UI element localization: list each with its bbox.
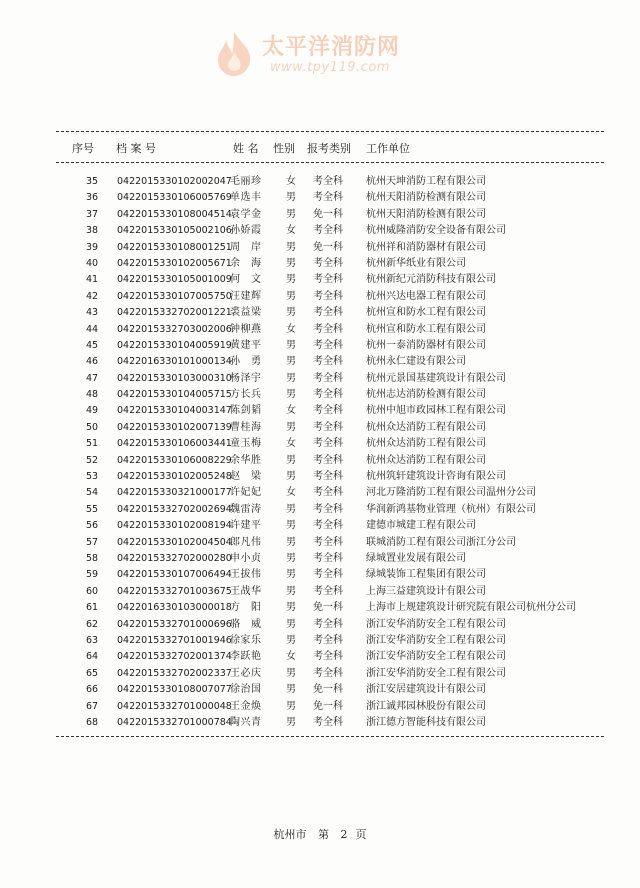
cell-row-number: 61 [85, 602, 99, 614]
cell-exam-type: 考全科 [313, 552, 343, 564]
table-row [0, 405, 640, 421]
table-row [0, 684, 640, 700]
cell-sex: 男 [286, 290, 296, 302]
cell-work-unit: 杭州兴达电器工程有限公司 [366, 290, 486, 302]
footer-city: 杭州市 [273, 828, 307, 841]
cell-exam-type: 考全科 [313, 585, 343, 597]
header-no: 序号 [72, 142, 94, 155]
cell-exam-type: 考全科 [313, 438, 343, 450]
cell-exam-type: 考全科 [313, 503, 343, 515]
cell-person-name: 王必庆 [230, 667, 262, 679]
table-row [0, 192, 640, 208]
cell-sex: 女 [286, 438, 296, 450]
cell-row-number: 56 [85, 520, 99, 532]
cell-person-name: 郎凡伟 [230, 536, 262, 548]
cell-sex: 女 [286, 323, 296, 335]
cell-file-number: 0422015332701000784 [117, 716, 232, 728]
cell-person-name: 黄建平 [230, 339, 262, 351]
cell-person-name: 裘益梁 [230, 307, 262, 319]
cell-file-number: 0422015330102005248 [117, 471, 232, 483]
cell-file-number: 0422015330105001009 [117, 274, 232, 286]
table-row [0, 455, 640, 471]
table-header [0, 140, 640, 156]
cell-work-unit: 杭州新纪元消防科技有限公司 [366, 274, 496, 286]
cell-row-number: 64 [85, 651, 99, 663]
cell-sex: 男 [286, 520, 296, 532]
cell-exam-type: 考全科 [313, 192, 343, 204]
cell-exam-type: 免一科 [313, 241, 343, 253]
cell-work-unit: 建德市城建工程有限公司 [366, 520, 476, 532]
cell-file-number: 0422015330102008194 [117, 520, 232, 532]
cell-sex: 男 [286, 454, 296, 466]
cell-sex: 男 [286, 356, 296, 368]
cell-row-number: 57 [85, 536, 99, 548]
cell-file-number: 0422015330108004514 [117, 208, 232, 220]
header-work-unit: 工作单位 [366, 142, 410, 155]
cell-exam-type: 考全科 [313, 257, 343, 269]
cell-sex: 男 [286, 602, 296, 614]
cell-person-name: 李跃艳 [230, 651, 262, 663]
cell-file-number: 0422015332702002694 [117, 503, 232, 515]
cell-sex: 男 [286, 372, 296, 384]
cell-row-number: 55 [85, 503, 99, 515]
table-row [0, 520, 640, 536]
header-divider [56, 162, 604, 163]
cell-file-number: 0422015330102007139 [117, 421, 232, 433]
table-row [0, 324, 640, 340]
footer-page-prefix: 第 [318, 828, 329, 841]
table-row [0, 422, 640, 438]
table-row [0, 586, 640, 602]
cell-file-number: 0422015332701000048 [117, 700, 232, 712]
table-row [0, 487, 640, 503]
cell-row-number: 65 [85, 667, 99, 679]
cell-file-number: 0422015330108001251 [117, 241, 232, 253]
cell-person-name: 余 海 [230, 257, 262, 269]
cell-file-number: 0422015330104003147 [117, 405, 232, 417]
table-row [0, 356, 640, 372]
cell-work-unit: 杭州众达消防工程有限公司 [366, 421, 486, 433]
table-row [0, 537, 640, 553]
cell-row-number: 49 [85, 405, 99, 417]
cell-work-unit: 河北万隆消防工程有限公司温州分公司 [366, 487, 536, 499]
cell-row-number: 41 [85, 274, 99, 286]
cell-work-unit: 联城消防工程有限公司浙江分公司 [366, 536, 516, 548]
cell-work-unit: 浙江安华消防安全工程有限公司 [366, 651, 506, 663]
cell-work-unit: 浙江安华消防安全工程有限公司 [366, 634, 506, 646]
cell-person-name: 徐家乐 [230, 634, 262, 646]
table-row [0, 504, 640, 520]
cell-work-unit: 绿城置业发展有限公司 [366, 552, 466, 564]
cell-row-number: 39 [85, 241, 99, 253]
cell-person-name: 许妃妃 [230, 487, 262, 499]
cell-exam-type: 考全科 [313, 339, 343, 351]
cell-exam-type: 免一科 [313, 602, 343, 614]
table-row [0, 569, 640, 585]
cell-exam-type: 考全科 [313, 520, 343, 532]
cell-work-unit: 杭州筑轩建筑设计咨询有限公司 [366, 471, 506, 483]
cell-exam-type: 考全科 [313, 487, 343, 499]
cell-sex: 男 [286, 274, 296, 286]
cell-sex: 男 [286, 503, 296, 515]
header-file-number: 档 案 号 [116, 142, 156, 155]
cell-work-unit: 杭州众达消防工程有限公司 [366, 454, 486, 466]
cell-sex: 男 [286, 700, 296, 712]
cell-person-name: 何 文 [230, 274, 262, 286]
cell-row-number: 37 [85, 208, 99, 220]
cell-sex: 男 [286, 241, 296, 253]
cell-exam-type: 考全科 [313, 290, 343, 302]
cell-row-number: 45 [85, 339, 99, 351]
page-footer [0, 826, 640, 842]
cell-exam-type: 考全科 [313, 389, 343, 401]
cell-row-number: 58 [85, 552, 99, 564]
footer-page-suffix: 页 [355, 828, 367, 841]
cell-sex: 男 [286, 585, 296, 597]
footer-page-number: 2 [340, 828, 348, 841]
cell-person-name: 徐治国 [230, 684, 262, 696]
cell-person-name: 骆 威 [230, 618, 262, 630]
cell-work-unit: 杭州宣和防水工程有限公司 [366, 323, 486, 335]
table-row [0, 242, 640, 258]
cell-file-number: 0422015332701003675 [117, 585, 232, 597]
cell-work-unit: 杭州众达消防工程有限公司 [366, 438, 486, 450]
cell-file-number: 0422015330106003441 [117, 438, 232, 450]
table-row [0, 225, 640, 241]
table-row [0, 258, 640, 274]
cell-work-unit: 杭州志达消防检测有限公司 [366, 389, 486, 401]
cell-file-number: 0422015330107005750 [117, 290, 232, 302]
cell-work-unit: 上海三益建筑设计有限公司 [366, 585, 486, 597]
cell-person-name: 申小贞 [230, 552, 262, 564]
cell-row-number: 48 [85, 389, 99, 401]
cell-sex: 男 [286, 471, 296, 483]
cell-work-unit: 浙江安华消防安全工程有限公司 [366, 667, 506, 679]
cell-file-number: 0422015332702002337 [117, 667, 232, 679]
cell-exam-type: 考全科 [313, 372, 343, 384]
cell-row-number: 53 [85, 471, 99, 483]
cell-row-number: 62 [85, 618, 99, 630]
cell-row-number: 44 [85, 323, 99, 335]
cell-file-number: 0422015330102002047 [117, 176, 232, 187]
cell-person-name: 王战华 [230, 585, 262, 597]
cell-work-unit: 浙江德方智能科技有限公司 [366, 716, 486, 728]
table-row [0, 438, 640, 454]
cell-sex: 女 [286, 176, 296, 187]
cell-exam-type: 考全科 [313, 225, 343, 237]
cell-work-unit: 杭州一泰消防器材有限公司 [366, 339, 486, 351]
table-row [0, 602, 640, 618]
cell-work-unit: 杭州天阳消防检测有限公司 [366, 192, 486, 204]
table-row [0, 176, 640, 192]
cell-file-number: 0422015330106008229 [117, 454, 232, 466]
cell-work-unit: 杭州威隆消防安全设备有限公司 [366, 225, 506, 237]
cell-row-number: 63 [85, 634, 99, 646]
cell-row-number: 43 [85, 307, 99, 319]
cell-work-unit: 杭州祥和消防器材有限公司 [366, 241, 486, 253]
cell-file-number: 0422015330103000310 [117, 372, 232, 384]
table-body [0, 176, 640, 733]
cell-exam-type: 考全科 [313, 634, 343, 646]
table-row [0, 619, 640, 635]
cell-person-name: 方长兵 [230, 389, 262, 401]
cell-file-number: 0422015330106005769 [117, 192, 232, 204]
cell-work-unit: 杭州天坤消防工程有限公司 [366, 176, 486, 187]
cell-exam-type: 免一科 [313, 684, 343, 696]
cell-exam-type: 考全科 [313, 667, 343, 679]
cell-file-number: 0422015330321000177 [117, 487, 232, 499]
cell-file-number: 0422015330108007077 [117, 684, 232, 696]
cell-exam-type: 免一科 [313, 700, 343, 712]
cell-person-name: 曹桂海 [230, 421, 262, 433]
cell-exam-type: 考全科 [313, 454, 343, 466]
cell-exam-type: 考全科 [313, 176, 343, 187]
table-row [0, 209, 640, 225]
table-row [0, 471, 640, 487]
cell-sex: 男 [286, 257, 296, 269]
cell-sex: 男 [286, 192, 296, 204]
top-divider [56, 131, 604, 132]
cell-row-number: 68 [85, 716, 99, 728]
header-sex: 性别 [273, 142, 295, 155]
cell-sex: 男 [286, 552, 296, 564]
cell-person-name: 毛丽珍 [230, 176, 262, 187]
cell-exam-type: 考全科 [313, 618, 343, 630]
cell-work-unit: 浙江诚邦园林股份有限公司 [366, 700, 486, 712]
cell-exam-type: 考全科 [313, 421, 343, 433]
cell-sex: 男 [286, 667, 296, 679]
cell-sex: 男 [286, 716, 296, 728]
cell-sex: 女 [286, 225, 296, 237]
cell-person-name: 赵 梁 [230, 471, 262, 483]
cell-row-number: 66 [85, 684, 99, 696]
cell-work-unit: 杭州元景国基建筑设计有限公司 [366, 372, 506, 384]
cell-file-number: 0422015330102004504 [117, 536, 232, 548]
cell-person-name: 陶兴青 [230, 716, 262, 728]
cell-file-number: 0422015332701001946 [117, 634, 232, 646]
cell-work-unit: 浙江安华消防安全工程有限公司 [366, 618, 506, 630]
table-row [0, 701, 640, 717]
watermark-logo [210, 26, 420, 84]
cell-work-unit: 杭州宣和防水工程有限公司 [366, 307, 486, 319]
table-row [0, 340, 640, 356]
cell-person-name: 单选丰 [230, 192, 262, 204]
cell-person-name: 余华胜 [230, 454, 262, 466]
cell-exam-type: 考全科 [313, 307, 343, 319]
table-row [0, 651, 640, 667]
bottom-divider [56, 736, 604, 737]
cell-row-number: 54 [85, 487, 99, 499]
cell-work-unit: 上海市上规建筑设计研究院有限公司杭州分公司 [366, 602, 576, 614]
table-row [0, 635, 640, 651]
cell-person-name: 魏雷涛 [230, 503, 262, 515]
cell-file-number: 0422015330105002106 [117, 225, 232, 237]
cell-work-unit: 杭州中旭市政园林工程有限公司 [366, 405, 506, 417]
cell-person-name: 孙 勇 [230, 356, 262, 368]
cell-exam-type: 考全科 [313, 651, 343, 663]
cell-person-name: 许建平 [230, 520, 262, 532]
cell-sex: 男 [286, 208, 296, 220]
cell-person-name: 汪建辉 [230, 290, 262, 302]
table-row [0, 389, 640, 405]
cell-sex: 男 [286, 618, 296, 630]
table-row [0, 717, 640, 733]
cell-file-number: 0422016330103000018 [117, 602, 232, 614]
cell-exam-type: 考全科 [313, 274, 343, 286]
cell-file-number: 0422016330101000134 [117, 356, 232, 368]
cell-sex: 男 [286, 389, 296, 401]
cell-exam-type: 考全科 [313, 405, 343, 417]
cell-file-number: 0422015332703002006 [117, 323, 232, 335]
cell-row-number: 47 [85, 372, 99, 384]
cell-sex: 男 [286, 339, 296, 351]
cell-row-number: 46 [85, 356, 99, 368]
cell-file-number: 0422015332702001221 [117, 307, 232, 319]
cell-person-name: 王金焕 [230, 700, 262, 712]
cell-exam-type: 考全科 [313, 356, 343, 368]
cell-person-name: 孙娇霞 [230, 225, 262, 237]
cell-person-name: 方 阳 [230, 602, 262, 614]
cell-person-name: 童玉梅 [230, 438, 262, 450]
cell-person-name: 陈剑韬 [230, 405, 262, 417]
table-row [0, 291, 640, 307]
table-row [0, 307, 640, 323]
cell-row-number: 52 [85, 454, 99, 466]
cell-row-number: 67 [85, 700, 99, 712]
cell-file-number: 0422015330107006494 [117, 569, 232, 581]
cell-sex: 女 [286, 487, 296, 499]
cell-person-name: 杨泽宇 [230, 372, 262, 384]
cell-exam-type: 考全科 [313, 716, 343, 728]
cell-row-number: 51 [85, 438, 99, 450]
cell-row-number: 36 [85, 192, 99, 204]
header-name: 姓 名 [233, 142, 259, 155]
cell-sex: 男 [286, 536, 296, 548]
cell-sex: 女 [286, 651, 296, 663]
cell-person-name: 钟柳燕 [230, 323, 262, 335]
cell-exam-type: 考全科 [313, 471, 343, 483]
cell-sex: 男 [286, 634, 296, 646]
cell-exam-type: 考全科 [313, 536, 343, 548]
cell-row-number: 59 [85, 569, 99, 581]
cell-sex: 女 [286, 405, 296, 417]
cell-work-unit: 杭州永仁建设有限公司 [366, 356, 466, 368]
cell-row-number: 35 [85, 176, 99, 187]
cell-row-number: 50 [85, 421, 99, 433]
cell-row-number: 60 [85, 585, 99, 597]
cell-sex: 男 [286, 421, 296, 433]
cell-file-number: 0422015330104005715 [117, 389, 232, 401]
table-row [0, 373, 640, 389]
cell-row-number: 42 [85, 290, 99, 302]
cell-exam-type: 免一科 [313, 208, 343, 220]
table-row [0, 668, 640, 684]
cell-sex: 男 [286, 569, 296, 581]
watermark-url: www.tpy119.com [270, 60, 390, 75]
cell-row-number: 38 [85, 225, 99, 237]
cell-exam-type: 考全科 [313, 323, 343, 335]
cell-person-name: 袁学金 [230, 208, 262, 220]
cell-file-number: 0422015332702000280 [117, 552, 232, 564]
header-exam-type: 报考类别 [307, 142, 351, 155]
cell-work-unit: 杭州天阳消防检测有限公司 [366, 208, 486, 220]
table-row [0, 553, 640, 569]
cell-sex: 男 [286, 684, 296, 696]
table-row [0, 274, 640, 290]
cell-exam-type: 考全科 [313, 569, 343, 581]
cell-person-name: 王拔伟 [230, 569, 262, 581]
watermark-title: 太平洋消防网 [262, 35, 401, 60]
flame-logo-icon [212, 30, 256, 78]
cell-person-name: 周 岸 [230, 241, 262, 253]
cell-file-number: 0422015332702001374 [117, 651, 232, 663]
cell-row-number: 40 [85, 257, 99, 269]
cell-file-number: 0422015332701000696 [117, 618, 232, 630]
cell-work-unit: 华润新鸿基物业管理（杭州）有限公司 [366, 503, 536, 515]
cell-work-unit: 浙江安居建筑设计有限公司 [366, 684, 486, 696]
cell-work-unit: 杭州新华纸业有限公司 [366, 257, 466, 269]
cell-file-number: 0422015330102005671 [117, 257, 232, 269]
cell-work-unit: 绿城装饰工程集团有限公司 [366, 569, 486, 581]
cell-sex: 男 [286, 307, 296, 319]
cell-file-number: 0422015330104005919 [117, 339, 232, 351]
